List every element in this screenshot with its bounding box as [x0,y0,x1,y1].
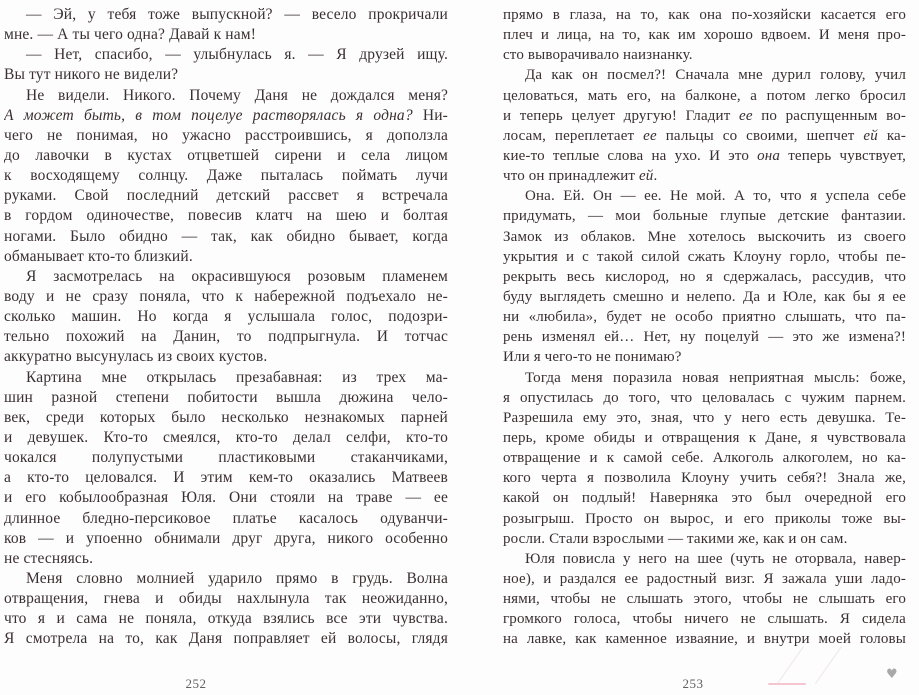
text-line: Замок из облаков. Мне хотелось выскочить из своего [503,228,906,245]
text-line: ков — и упоенно обнимали друг друга, никого особенно [4,529,448,547]
text-line: что я и сама не поняла, откуда взялись все эти чувства. [4,610,448,628]
text-line: отвращение и к самой себе. Алкоголь алкоголем, но ка- [503,450,906,467]
text-line: тельно похожий на Данин, то подпрыгнула. И тотчас [4,328,448,346]
text-line: Картина мне открылась презабавная: из трех ма- [26,368,448,386]
text-line: ногами. Было обидно — так, как обидно бывает, когда [4,227,448,245]
text-line: Не видели. Никого. Почему Даня не дождался меня? [26,86,448,104]
text-line: росли. Стали взрослыми — такими же, как и он сам. [503,530,848,547]
watermark-stroke [777,646,804,684]
text-line: мне. — А ты чего одна? Давай к нам! [4,26,257,44]
text-line: перь, кроме обиды и отвращения к Дане, я чувствовала [503,429,906,446]
text-line: отвращения, гнева и обиды нахлынула так неожиданно, [4,590,448,608]
text-line: плеч и лица, на то, как им хорошо вдвоем. И меня про- [503,27,906,44]
text-line: чего не понимая, но ужасно расстроившись, я доползла [4,126,448,144]
text-line: аккуратно высунулась из своих кустов. [4,348,268,366]
text-line: Я засмотрелась на окрасившуюся розовым пламенем [26,267,448,285]
text-line: придумать, — мои больные глупые детские фантазии. [503,208,906,225]
text-line: в гордом одиночестве, повесив клатч на шею и болтая [4,207,448,225]
left-page-number: 252 [185,676,207,691]
text-line: я опустилась до того, что целовалась с чужим парнем. [503,389,906,406]
right-page-number: 253 [682,676,704,691]
text-line: какой он подлый! Наверняка это был очередной его [503,490,906,507]
text-line: и девушек. Кто-то смеялся, кто-то делал селфи, кто-то [4,428,448,446]
text-line: рень изменял ей… Нет, ну поцелуй — это же измена?! [503,329,906,346]
text-line: розыгрыш. Просто он вырос, и его приколы тоже вы- [503,510,906,527]
text-line: и его кобылообразная Юля. Они стояли на траве — ее [4,489,448,507]
favorite-heart-icon[interactable]: ♥ [886,667,898,682]
text-line: обманывает кто-то близкий. [4,247,193,265]
text-line: Я смотрела на то, как Даня поправляет ей волосы, глядя [4,630,448,648]
text-line: на лавке, как каменное изваяние, и внутри моей головы [503,631,906,648]
text-line: громкого голоса, чтобы ничего не слышать. Я сидела [503,611,906,628]
text-line: ное), и раздался ее радостный визг. Я зажала уши ладо- [503,570,906,587]
text-line: нями, чтобы не слышать этого, чтобы не слышать его [503,591,906,608]
text-line: сколько машин. Но когда я услышала голос, подозри- [4,308,448,326]
progress-indicator [768,683,806,685]
text-line: Разрешила ему это, зная, что у него есть девушка. Те- [503,409,906,426]
text-line: Она. Ей. Он — ее. Не мой. А то, что я успела себе [525,188,906,205]
text-line: Вы тут никого не видели? [4,66,179,84]
text-line: Да как он посмел?! Сначала мне дурил голову, учил [525,67,906,84]
right-page-text [503,5,906,650]
text-line: рекрыть весь кислород, но я сдержалась, рассудив, что [503,268,906,285]
text-line: а кто-то целовался. И этим кем-то оказались Матвеев [4,469,448,487]
text-line: воду и не сразу поняла, что к набережной подъехало не- [4,287,448,305]
text-line: шин разной степени побитости вышла дюжина чело- [4,388,448,406]
text-line: чокался полупустыми пластиковыми стаканчиками, [4,449,448,467]
text-line: руками. Свой последний детский рассвет я встречала [4,187,448,205]
text-line: век, среди которых было несколько незнакомых парней [4,408,448,426]
text-line: не стесняясь. [4,549,94,567]
text-line: А может быть, в том поцелуе растворялась я одна? Ни- [4,106,448,124]
text-line: Меня словно молнией ударило прямо в грудь. Волна [26,569,448,587]
text-line: кие-то теплые слова на ухо. И это она теперь чувствует, [503,147,906,164]
text-line: целоваться, мать его, на балконе, а потом легко бросил [503,87,906,104]
text-line: Или я чего-то не понимаю? [503,349,682,366]
text-line: Тогда меня поразила новая неприятная мысль: боже, [525,369,906,386]
text-line: — Эй, у тебя тоже выпускной? — весело прокричали [26,6,448,23]
text-line: прямо в глаза, на то, как она по-хозяйски касается его [503,7,906,23]
text-line: буду выглядеть смешно и нелепо. Да и Юле, как бы я ее [503,288,906,305]
text-line: сто выворачивало наизнанку. [503,47,693,64]
text-line: лосам, переплетает ее пальцы со своими, шепчет ей ка- [503,127,906,144]
text-line: Юля повисла у него на шее (чуть не оторвала, навер- [525,550,906,567]
text-line: до лавочки в кустах отцветшей сирени и села лицом [4,146,448,164]
text-line: ни «любила», будет не особо приятно слышать, что па- [503,309,906,326]
left-page-text [4,5,448,650]
text-line: к восходящему солнцу. Даже пыталась поймать лучи [4,167,448,185]
text-line: кого черта я позволила Клоуну учить себя?! Знала же, [503,470,906,487]
text-line: что он принадлежит ей. [503,168,658,185]
text-line: — Нет, спасибо, — улыбнулась я. — Я друзей ищу. [26,46,448,64]
text-line: и теперь целует другую! Гладит ее по распущенным во- [503,107,906,124]
watermark-stroke [815,646,842,684]
text-line: укрытия и с такой силой сжать Клоуну горло, чтобы пе- [503,248,906,265]
text-line: длинное бледно-персиковое платье касалось одуванчи- [4,509,448,527]
